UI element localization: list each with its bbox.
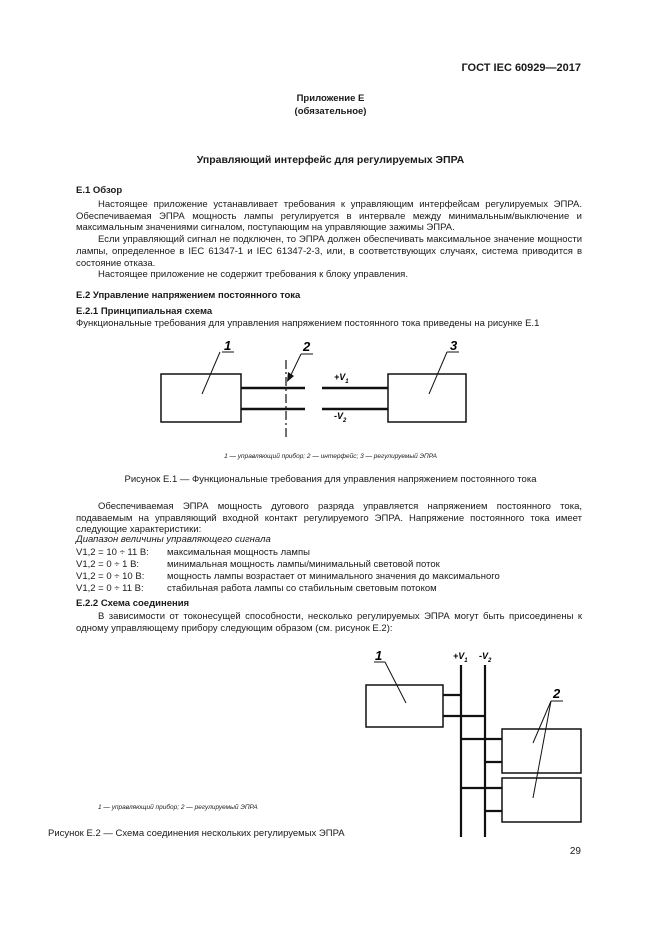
range-effect: минимальная мощность лампы/минимальный световой поток bbox=[167, 559, 440, 570]
label-1: 1 bbox=[224, 338, 232, 353]
range-row bbox=[0, 559, 661, 571]
label-2: 2 bbox=[553, 686, 561, 701]
leader-3 bbox=[429, 352, 447, 394]
annex-heading bbox=[0, 92, 661, 118]
label-v2: $-V_2$ bbox=[479, 651, 492, 664]
section-e21-body bbox=[76, 318, 582, 330]
paragraph: Настоящее приложение устанавливает требования к управляющим интерфейсам регулируемых ЭПРА. Обеспечиваемая ЭПРА мощность лампы регулируется в интервале между минимальным/выключение и максимальным значениями сигналом, поступающим на управляющие зажимы ЭПРА. bbox=[76, 199, 582, 234]
label-v2: $-V_2$ bbox=[334, 411, 347, 424]
figure-e1-diagram bbox=[150, 338, 480, 443]
control-device-box bbox=[161, 374, 241, 422]
section-e22-heading: E.2.2 Схема соединения bbox=[76, 598, 190, 609]
ballast-box-2 bbox=[502, 778, 581, 822]
figure-e2-legend: 1 — управляющий прибор; 2 — регулируемый ЭПРА bbox=[98, 804, 258, 811]
range-row bbox=[0, 547, 661, 559]
annex-status: (обязательное) bbox=[294, 106, 367, 117]
figure-e1-legend: 1 — управляющий прибор; 2 — интерфейс; 3 — регулируемый ЭПРА bbox=[224, 453, 437, 460]
range-condition: V1,2 = 0 ÷ 10 В: bbox=[76, 571, 145, 582]
range-condition: V1,2 = 0 ÷ 11 В: bbox=[76, 583, 144, 594]
label-v1: $+V_1$ bbox=[453, 651, 468, 664]
label-v1: $+V_1$ bbox=[334, 372, 349, 385]
figure-e2-caption: Рисунок E.2 — Схема соединения нескольких регулируемых ЭПРА bbox=[48, 828, 345, 839]
paragraph: В зависимости от токонесущей способности, несколько регулируемых ЭПРА могут быть присоединены к одному управляющему прибору следующим образом (см. рисунок E.2): bbox=[76, 611, 582, 634]
label-1: 1 bbox=[375, 648, 383, 663]
leader-2a bbox=[533, 701, 551, 743]
ballast-box bbox=[388, 374, 466, 422]
range-effect: максимальная мощность лампы bbox=[167, 547, 310, 558]
section-e21-heading: E.2.1 Принципиальная схема bbox=[76, 306, 213, 317]
control-device-box bbox=[366, 685, 443, 727]
paragraph: Функциональные требования для управления напряжением постоянного тока приведены на рисунке E.1 bbox=[76, 318, 540, 329]
paragraph: Если управляющий сигнал не подключен, то ЭПРА должен обеспечивать максимальное значение мощности лампы, определенное в IEC 61347-1 и IEC 61347-2-3, или, в соответствующих случаях, система приводится в состояние отказа. bbox=[76, 234, 582, 269]
control-voltage-paragraph bbox=[76, 501, 582, 536]
paragraph: Настоящее приложение не содержит требования к блоку управления. bbox=[98, 269, 408, 281]
leader-1 bbox=[385, 662, 406, 703]
range-heading: Диапазон величины управляющего сигнала bbox=[76, 534, 271, 545]
range-condition: V1,2 = 0 ÷ 1 В: bbox=[76, 559, 140, 570]
label-2: 2 bbox=[303, 339, 311, 354]
paragraph: Обеспечиваемая ЭПРА мощность дугового разряда управляется напряжением постоянного тока, подаваемым на управляющий входной контакт регулируемого ЭПРА. Напряжение постоянного тока имеет следующие характеристики: bbox=[76, 501, 582, 536]
page-number: 29 bbox=[569, 846, 581, 857]
section-e22-body bbox=[76, 611, 582, 634]
annex-title: Приложение E bbox=[296, 93, 365, 104]
leader-2b bbox=[533, 701, 551, 798]
section-e1-body bbox=[76, 199, 582, 281]
range-condition: V1,2 = 10 ÷ 11 В: bbox=[76, 547, 149, 558]
section-e1-heading: E.1 Обзор bbox=[76, 185, 123, 196]
leader-1 bbox=[202, 352, 220, 394]
standard-header: ГОСТ IEC 60929—2017 bbox=[461, 62, 581, 74]
range-effect: стабильная работа лампы со стабильным световым потоком bbox=[167, 583, 437, 594]
figure-e2-diagram bbox=[355, 645, 595, 840]
range-effect: мощность лампы возрастает от минимального значения до максимального bbox=[167, 571, 500, 582]
range-row bbox=[0, 583, 661, 595]
section-e2-heading: E.2 Управление напряжением постоянного тока bbox=[76, 290, 301, 301]
range-row bbox=[0, 571, 661, 583]
document-title: Управляющий интерфейс для регулируемых ЭПРА bbox=[196, 154, 465, 166]
figure-e1-caption: Рисунок E.1 — Функциональные требования для управления напряжением постоянного тока bbox=[124, 474, 537, 485]
label-3: 3 bbox=[450, 338, 458, 353]
